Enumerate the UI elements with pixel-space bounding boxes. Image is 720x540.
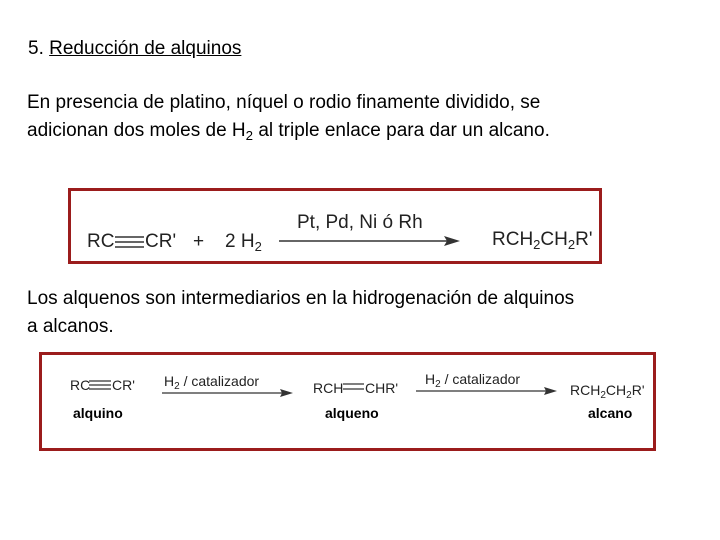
intermediates-paragraph [27, 285, 667, 341]
product-part: RCH [492, 229, 534, 250]
reactant-rc: RC [87, 231, 115, 252]
product-part: R' [575, 229, 593, 250]
reagent-subscript: 2 [254, 239, 262, 254]
intermediates-line-1: Los alquenos son intermediarios en la hidrogenación de alquinos [27, 288, 575, 309]
product-subscript: 2 [567, 237, 576, 252]
section-title: Reducción de alquinos [49, 38, 242, 59]
intermediates-line-2: a alcanos. [27, 316, 114, 337]
condition-rest: / catalizador [440, 371, 521, 387]
condition-h: H [425, 371, 436, 387]
condition-h: H [164, 373, 175, 389]
product-subscript: 2 [533, 237, 541, 252]
product-alkane [492, 229, 592, 251]
condition-subscript: 2 [435, 379, 441, 390]
alkane-label: alcano [588, 405, 633, 421]
alkene-label: alqueno [325, 405, 379, 421]
condition-subscript: 2 [174, 381, 180, 392]
intro-line-2-before: adicionan dos moles de H [27, 120, 246, 141]
alkyne-rc: RC [70, 377, 91, 393]
alkyne-label: alquino [73, 405, 123, 421]
product-part: CH [605, 382, 627, 398]
condition-1 [164, 373, 260, 392]
reagent-h2 [225, 231, 262, 253]
catalyst-label: Pt, Pd, Ni ó Rh [297, 212, 423, 233]
product-subscript: 2 [600, 390, 606, 401]
reagent-coefficient: 2 H [225, 231, 255, 252]
intro-line-2-after: al triple enlace para dar un alcano. [253, 120, 550, 141]
product-part: CH [540, 229, 568, 250]
product-alkane-2 [570, 382, 645, 401]
product-part: RCH [570, 382, 601, 398]
triple-bond-1 [115, 237, 144, 247]
product-subscript: 2 [626, 390, 632, 401]
reaction-box-2 [39, 352, 656, 451]
h2-subscript: 2 [245, 128, 254, 143]
intro-line-1: En presencia de platino, níquel o rodio finamente dividido, se [27, 92, 541, 113]
product-part: R' [631, 382, 645, 398]
condition-rest: / catalizador [179, 373, 260, 389]
alkene-chr: CHR' [365, 380, 399, 396]
reactant-cr: CR' [145, 231, 177, 252]
reaction-arrow-1 [279, 236, 460, 246]
plus-sign: + [193, 231, 205, 252]
alkyne-cr: CR' [112, 377, 135, 393]
section-number: 5. [28, 38, 44, 59]
alkene-rch: RCH [313, 380, 344, 396]
condition-2 [425, 371, 521, 390]
